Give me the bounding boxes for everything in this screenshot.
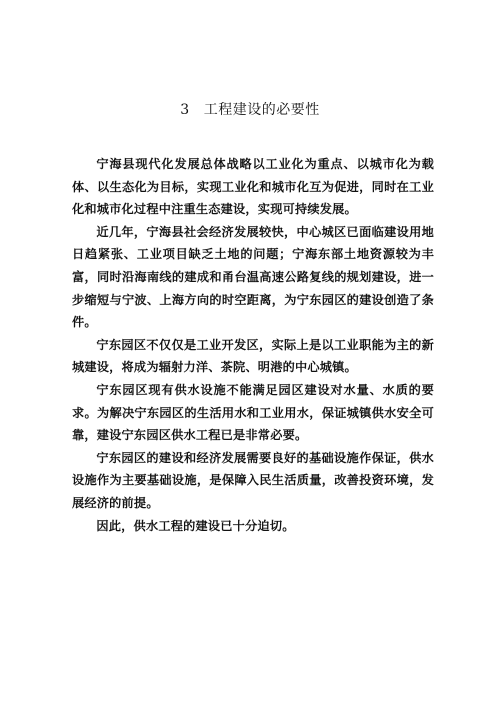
paragraph-5: 宁东园区的建设和经济发展需要良好的基础设施作保证，供水设施作为主要基础设施，是保障入民生活质量，改善投资环境，发展经济的前提。: [72, 450, 434, 510]
paragraph-3: 宁东园区不仅仅是工业开发区，实际上是以工业职能为主的新城建设，将成为辐射力洋、茶院、明港的中心城镇。: [72, 337, 434, 375]
section-title: 工程建设的必要性: [203, 102, 320, 118]
paragraph-4: 宁东园区现有供水设施不能满足园区建设对水量、水质的要求。为解决宁东园区的生活用水和工业用水，保证城镇供水安全可靠，建设宁东园区供水工程已是非常必要。: [72, 382, 434, 443]
paragraph-1: 宁海县现代化发展总体战略以工业化为重点、以城市化为载体、以生态化为目标，实现工业化和城市化互为促进，同时在工业化和城市化过程中注重生态建设，实现可持续发展。: [72, 157, 434, 217]
section-number: 3: [180, 102, 190, 118]
paragraph-6: 因此，供水工程的建设已十分迫切。: [96, 518, 295, 533]
section-heading: [0, 100, 500, 120]
section-body: [72, 153, 434, 537]
paragraph-2: 近几年，宁海县社会经济发展较快，中心城区已面临建设用地日趋紧张、工业项目缺乏土地的问题；宁海东部土地资源较为丰富，同时沿海南线的建成和甬台温高速公路复线的规划建设，进一步缩短与宁波、上海方向的时空距离，为宁东园区的建设创造了条件。: [72, 224, 434, 330]
